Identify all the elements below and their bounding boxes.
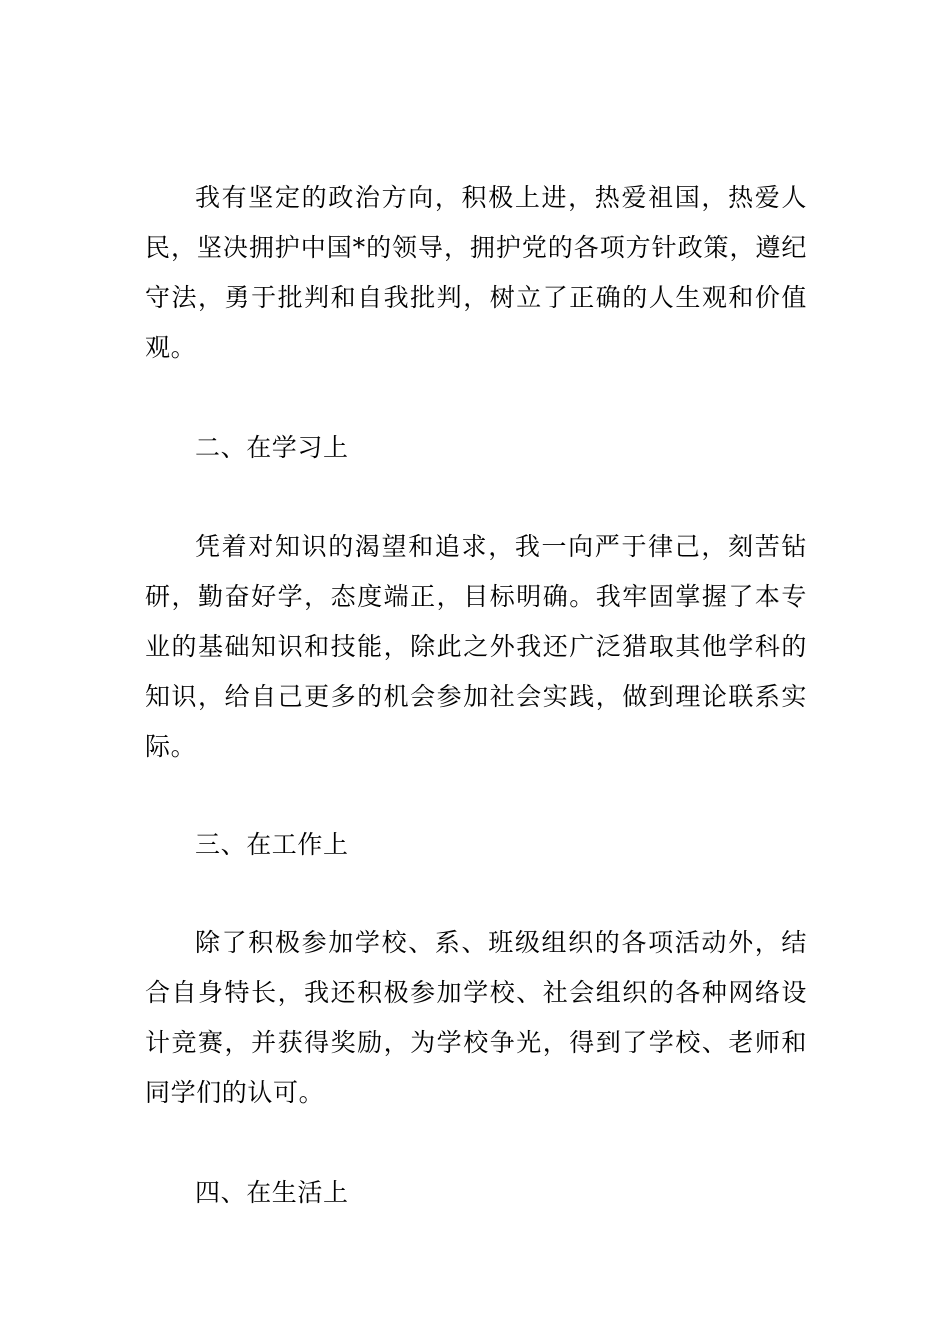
paragraph-work: 除了积极参加学校、系、班级组织的各项活动外，结合自身特长，我还积极参加学校、社会组织的各种网络设计竞赛，并获得奖励，为学校争光，得到了学校、老师和同学们的认可。 — [145, 928, 807, 1107]
heading-study: 二、在学习上 — [195, 433, 349, 462]
paragraph-study: 凭着对知识的渴望和追求，我一向严于律己，刻苦钻研，勤奋好学，态度端正，目标明确。我牢固掌握了本专业的基础知识和技能，除此之外我还广泛猎取其他学科的知识，给自己更多的机会参加社会实践，做到理论联系实际。 — [145, 532, 807, 761]
heading-work: 三、在工作上 — [195, 830, 349, 859]
paragraph-political: 我有坚定的政治方向，积极上进，热爱祖国，热爱人民，坚决拥护中国*的领导，拥护党的各项方针政策，遵纪守法，勇于批判和自我批判，树立了正确的人生观和价值观。 — [145, 183, 807, 362]
heading-life: 四、在生活上 — [195, 1178, 349, 1207]
